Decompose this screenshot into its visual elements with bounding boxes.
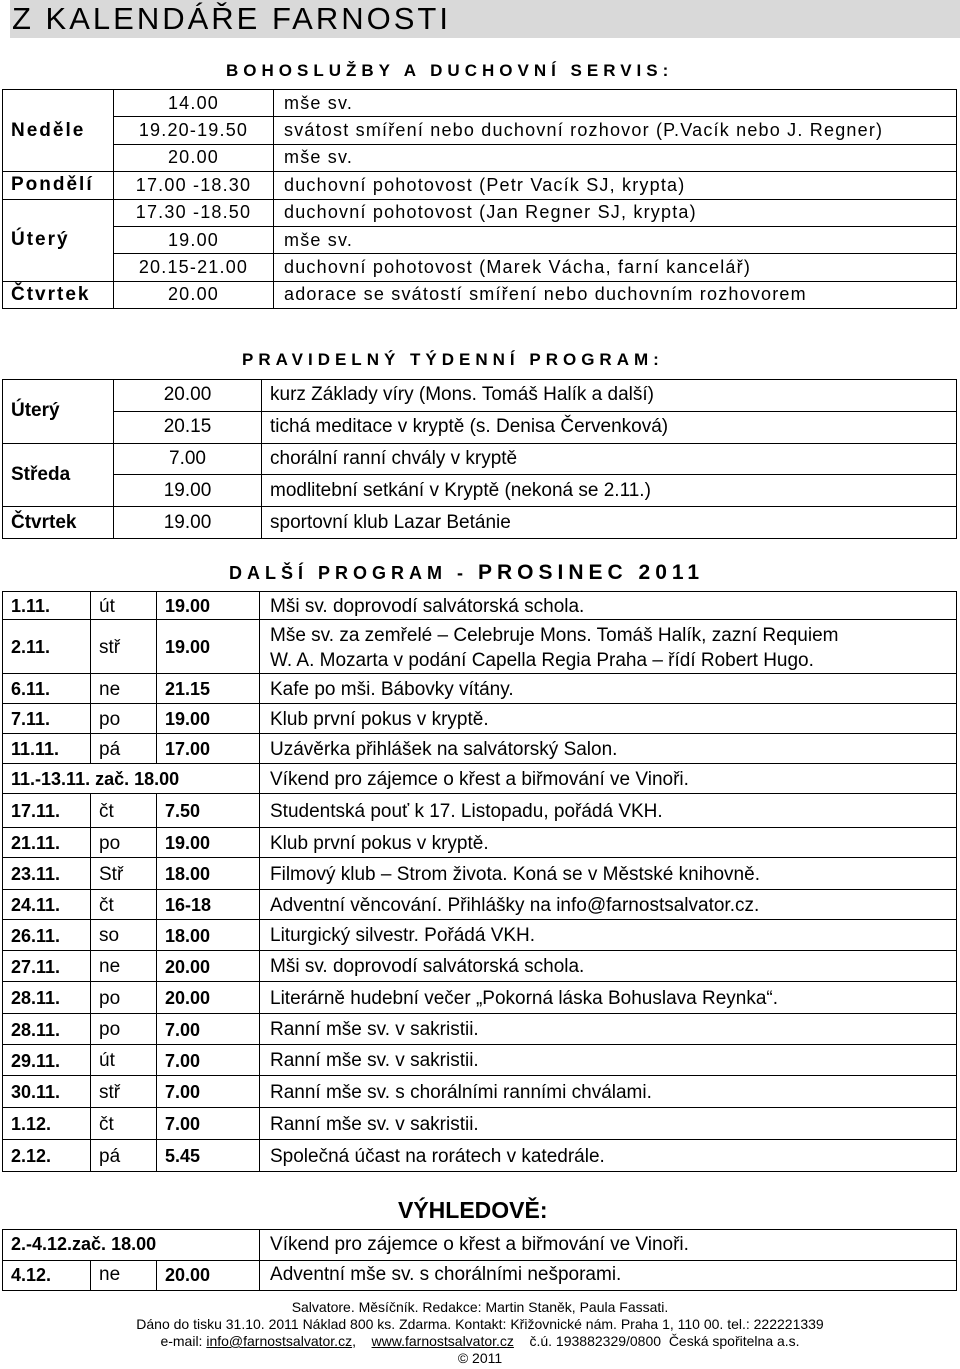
description-text: Klub první pokus v kryptě. — [270, 708, 489, 730]
table-row — [3, 1076, 957, 1108]
table-row — [3, 90, 957, 117]
services-heading: BOHOSLUŽBY A DUCHOVNÍ SERVIS: — [226, 61, 674, 80]
description-cell — [260, 858, 957, 890]
table-row — [3, 380, 957, 412]
description-cell — [260, 734, 957, 764]
email-link[interactable]: info@farnostsalvator.cz — [206, 1333, 353, 1349]
weekday-cell: ne — [91, 951, 157, 982]
time-cell: 19.00 — [157, 828, 260, 858]
description-text: Adventní věncování. Přihlášky na info@farnostsalvator.cz. — [270, 894, 760, 916]
time-cell: 20.15 — [114, 411, 262, 443]
description-text: Ranní mše sv. v sakristii. — [270, 1050, 479, 1071]
table-row — [3, 951, 957, 982]
date-cell: 28.11. — [3, 1014, 91, 1045]
date-cell: 26.11. — [3, 920, 91, 951]
page-title: Z KALENDÁŘE FARNOSTI — [10, 0, 960, 38]
description-cell — [260, 890, 957, 920]
time-cell: 18.00 — [157, 858, 260, 890]
description-cell — [260, 764, 957, 794]
events-heading-month: PROSINEC 2011 — [478, 561, 705, 584]
time-cell: 20.00 — [114, 144, 274, 171]
time-cell: 19.00 — [157, 620, 260, 674]
weekday-cell: po — [91, 704, 157, 734]
date-cell: 23.11. — [3, 858, 91, 890]
description-cell — [260, 674, 957, 704]
description-text: Kafe po mši. Bábovky vítány. — [270, 678, 514, 700]
weekday-cell: ne — [91, 1260, 157, 1291]
time-cell: 7.00 — [157, 1014, 260, 1045]
table-row — [3, 794, 957, 828]
table-row — [3, 734, 957, 764]
description-text: Společná účast na rorátech v katedrále. — [270, 1145, 605, 1167]
description-text: Mši sv. doprovodí salvátorská schola. — [270, 956, 585, 977]
time-cell: 19.00 — [157, 592, 260, 620]
table-row — [3, 1108, 957, 1140]
weekday-cell: stř — [91, 620, 157, 674]
table-row — [3, 704, 957, 734]
table-row — [3, 674, 957, 704]
weekday-cell: čt — [91, 890, 157, 920]
date-cell: 1.12. — [3, 1108, 91, 1140]
time-cell: 7.00 — [114, 443, 262, 475]
table-row — [3, 475, 957, 507]
date-cell: 29.11. — [3, 1045, 91, 1076]
footer — [0, 1299, 960, 1367]
description-text: Filmový klub – Strom života. Koná se v Městské knihovně. — [270, 863, 760, 885]
events-body — [3, 592, 957, 1172]
weekday-cell: so — [91, 920, 157, 951]
description-text: Mše sv. za zemřelé – Celebruje Mons. Tomáš Halík, zazní Requiem — [270, 624, 839, 646]
time-cell: 17.00 -18.30 — [114, 172, 274, 199]
outlook-heading: VÝHLEDOVĚ: — [398, 1197, 548, 1223]
description-text: Klub první pokus v kryptě. — [270, 832, 489, 854]
time-cell: 16-18 — [157, 890, 260, 920]
table-row — [3, 1045, 957, 1076]
time-cell: 7.00 — [157, 1108, 260, 1140]
time-cell: 19.20-19.50 — [114, 117, 274, 144]
description-text-continued: W. A. Mozarta v podání Capella Regia Praha – řídí Robert Hugo. — [270, 649, 814, 671]
date-cell: 30.11. — [3, 1076, 91, 1108]
table-row — [3, 858, 957, 890]
time-cell: 20.15-21.00 — [114, 254, 274, 281]
time-cell: 20.00 — [157, 951, 260, 982]
table-row — [3, 920, 957, 951]
description-cell — [260, 1140, 957, 1172]
events-table — [2, 591, 957, 1172]
weekday-cell: Stř — [91, 858, 157, 890]
date-cell: 7.11. — [3, 704, 91, 734]
footer-editorial: Salvatore. Měsíčník. Redakce: Martin Staněk, Paula Fassati. — [291, 1299, 669, 1315]
table-row — [3, 1260, 957, 1291]
weekday-cell: po — [91, 828, 157, 858]
copyright: © 2011 — [457, 1350, 503, 1366]
description-cell: mše sv. — [274, 226, 957, 253]
description-text: Ranní mše sv. s chorálními ranními chválami. — [270, 1081, 652, 1103]
time-cell: 14.00 — [114, 90, 274, 117]
time-cell: 19.00 — [114, 507, 262, 539]
day-cell: Úterý — [3, 199, 114, 281]
time-cell: 7.00 — [157, 1045, 260, 1076]
table-row — [3, 764, 957, 794]
description-cell: duchovní pohotovost (Marek Vácha, farní kancelář) — [274, 254, 957, 281]
time-cell: 5.45 — [157, 1140, 260, 1172]
time-cell: 17.30 -18.50 — [114, 199, 274, 226]
weekday-cell: po — [91, 982, 157, 1014]
date-cell: 24.11. — [3, 890, 91, 920]
table-row — [3, 117, 957, 144]
date-cell: 11.11. — [3, 734, 91, 764]
table-row — [3, 254, 957, 281]
footer-separator: , — [352, 1333, 372, 1349]
description-cell: modlitební setkání v Kryptě (nekoná se 2.11.) — [262, 475, 957, 507]
description-cell: duchovní pohotovost (Jan Regner SJ, krypta) — [274, 199, 957, 226]
time-cell: 20.00 — [157, 1260, 260, 1291]
table-row — [3, 592, 957, 620]
description-cell — [260, 920, 957, 951]
time-cell: 18.00 — [157, 920, 260, 951]
date-span-cell: 11.-13.11. zač. 18.00 — [3, 764, 260, 794]
time-cell: 7.50 — [157, 794, 260, 828]
date-cell: 4.12. — [3, 1260, 91, 1291]
time-cell: 19.00 — [157, 704, 260, 734]
time-cell: 20.00 — [157, 982, 260, 1014]
table-row — [3, 620, 957, 674]
description-text: Víkend pro zájemce o křest a biřmování ve Vinoři. — [270, 768, 689, 790]
table-row — [3, 199, 957, 226]
description-cell — [260, 704, 957, 734]
time-cell: 20.00 — [114, 281, 274, 308]
description-cell: sportovní klub Lazar Betánie — [262, 507, 957, 539]
weekday-cell: čt — [91, 1108, 157, 1140]
description-cell: mše sv. — [274, 144, 957, 171]
table-row — [3, 507, 957, 539]
weekly-heading: PRAVIDELNÝ TÝDENNÍ PROGRAM: — [242, 350, 664, 369]
services-table — [2, 89, 957, 309]
weekday-cell: út — [91, 592, 157, 620]
table-row — [3, 1014, 957, 1045]
table-row — [3, 411, 957, 443]
weekday-cell: út — [91, 1045, 157, 1076]
description-cell — [260, 951, 957, 982]
bank-account: č.ú. 193882329/0800 Česká spořitelna a.s. — [513, 1333, 800, 1349]
description-cell: svátost smíření nebo duchovní rozhovor (P.Vacík nebo J. Regner) — [274, 117, 957, 144]
table-row — [3, 144, 957, 171]
email-label: e-mail: — [160, 1333, 207, 1349]
day-cell: Čtvrtek — [3, 507, 114, 539]
day-cell: Neděle — [3, 90, 114, 172]
time-cell: 21.15 — [157, 674, 260, 704]
description-cell: duchovní pohotovost (Petr Vacík SJ, krypta) — [274, 172, 957, 199]
description-text: Ranní mše sv. v sakristii. — [270, 1113, 479, 1135]
description-cell: Víkend pro zájemce o křest a biřmování ve Vinoři. — [260, 1230, 957, 1261]
weekday-cell: pá — [91, 1140, 157, 1172]
website-link[interactable]: www.farnostsalvator.cz — [371, 1333, 514, 1349]
weekday-cell: čt — [91, 794, 157, 828]
table-row — [3, 828, 957, 858]
day-cell: Úterý — [3, 380, 114, 444]
description-cell — [260, 982, 957, 1014]
weekday-cell: po — [91, 1014, 157, 1045]
description-cell: kurz Základy víry (Mons. Tomáš Halík a další) — [262, 380, 957, 412]
date-cell: 2.12. — [3, 1140, 91, 1172]
date-cell: 6.11. — [3, 674, 91, 704]
description-cell — [260, 828, 957, 858]
date-cell: 2.11. — [3, 620, 91, 674]
description-text: Uzávěrka přihlášek na salvátorský Salon. — [270, 738, 618, 760]
table-row — [3, 982, 957, 1014]
description-cell: chorální ranní chvály v kryptě — [262, 443, 957, 475]
table-row — [3, 443, 957, 475]
description-cell — [260, 620, 957, 674]
description-cell: mše sv. — [274, 90, 957, 117]
weekday-cell: pá — [91, 734, 157, 764]
day-cell: Čtvrtek — [3, 281, 114, 308]
description-cell: tichá meditace v kryptě (s. Denisa Červenková) — [262, 411, 957, 443]
day-cell: Pondělí — [3, 172, 114, 199]
events-heading — [229, 561, 704, 585]
outlook-table — [2, 1229, 957, 1291]
description-cell — [260, 1076, 957, 1108]
table-row — [3, 1140, 957, 1172]
time-cell: 19.00 — [114, 226, 274, 253]
time-cell: 19.00 — [114, 475, 262, 507]
weekday-cell: ne — [91, 674, 157, 704]
description-cell — [260, 1014, 957, 1045]
time-cell: 20.00 — [114, 380, 262, 412]
description-text: Liturgický silvestr. Pořádá VKH. — [270, 925, 536, 946]
footer-contact: Dáno do tisku 31.10. 2011 Náklad 800 ks. Zdarma. Kontakt: Křižovnické nám. Praha 1, 110 00. tel.: 222221339 — [136, 1316, 824, 1332]
table-row — [3, 1230, 957, 1261]
weekly-table — [2, 379, 957, 539]
description-text: Mši sv. doprovodí salvátorská schola. — [270, 595, 585, 617]
date-cell: 21.11. — [3, 828, 91, 858]
description-cell — [260, 1108, 957, 1140]
weekday-cell: stř — [91, 1076, 157, 1108]
date-cell: 28.11. — [3, 982, 91, 1014]
events-heading-label: DALŠÍ PROGRAM - — [229, 563, 478, 583]
time-cell: 17.00 — [157, 734, 260, 764]
day-cell: Středa — [3, 443, 114, 507]
description-cell: adorace se svátostí smíření nebo duchovním rozhovorem — [274, 281, 957, 308]
date-cell: 1.11. — [3, 592, 91, 620]
description-cell — [260, 1045, 957, 1076]
description-cell: Adventní mše sv. s chorálními nešporami. — [260, 1260, 957, 1291]
date-cell: 17.11. — [3, 794, 91, 828]
description-text: Literárně hudební večer „Pokorná láska Bohuslava Reynka“. — [270, 987, 779, 1009]
description-cell — [260, 592, 957, 620]
date-span-cell: 2.-4.12.zač. 18.00 — [3, 1230, 260, 1261]
time-cell: 7.00 — [157, 1076, 260, 1108]
table-row — [3, 281, 957, 308]
table-row — [3, 172, 957, 199]
description-text: Ranní mše sv. v sakristii. — [270, 1019, 479, 1040]
footer-links — [0, 1333, 960, 1350]
table-row — [3, 890, 957, 920]
date-cell: 27.11. — [3, 951, 91, 982]
table-row — [3, 226, 957, 253]
description-text: Studentská pouť k 17. Listopadu, pořádá VKH. — [270, 800, 663, 822]
description-cell — [260, 794, 957, 828]
